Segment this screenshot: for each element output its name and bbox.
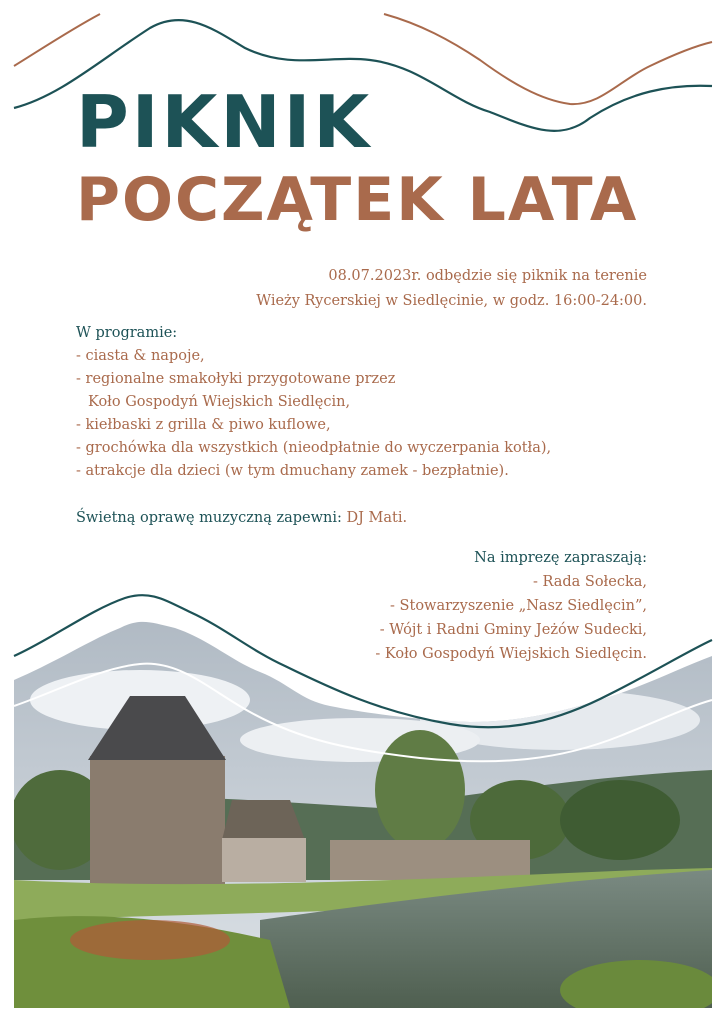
program-item: - kiełbaski z grilla & piwo kuflowe, — [76, 417, 331, 433]
program-heading: W programie: — [76, 325, 178, 341]
program-item: - grochówka dla wszystkich (nieodpłatnie do wyczerpania kotła), — [76, 440, 552, 456]
invite-item: - Rada Sołecka, — [532, 574, 647, 590]
event-intro — [127, 264, 647, 314]
program-item: - ciasta & napoje, — [76, 348, 205, 364]
invite-item: - Stowarzyszenie „Nasz Siedlęcin”, — [390, 598, 647, 614]
music-line — [76, 510, 407, 526]
dj-name: DJ Mati. — [346, 510, 408, 526]
invite-item: - Wójt i Radni Gminy Jeżów Sudecki, — [379, 622, 647, 638]
program-list — [76, 322, 676, 483]
title-piknik: PIKNIK — [76, 80, 373, 164]
castle-tower — [90, 756, 225, 886]
invite-item: - Koło Gospodyń Wiejskich Siedlęcin. — [375, 646, 647, 662]
music-text: Świetną oprawę muzyczną zapewni: — [76, 510, 342, 526]
invite-list — [227, 546, 647, 666]
program-item: - atrakcje dla dzieci (w tym dmuchany zamek - bezpłatnie). — [76, 463, 509, 479]
program-item: Koło Gospodyń Wiejskich Siedlęcin, — [88, 394, 351, 410]
intro-line-2: Wieży Rycerskiej w Siedlęcinie, w godz. 16:00-24:00. — [256, 293, 647, 309]
title-poczatek-lata: POCZĄTEK LATA — [76, 165, 639, 235]
intro-line-1: 08.07.2023r. odbędzie się piknik na terenie — [328, 268, 647, 284]
program-item: - regionalne smakołyki przygotowane przez — [76, 371, 396, 387]
invite-heading: Na imprezę zapraszają: — [474, 550, 647, 566]
